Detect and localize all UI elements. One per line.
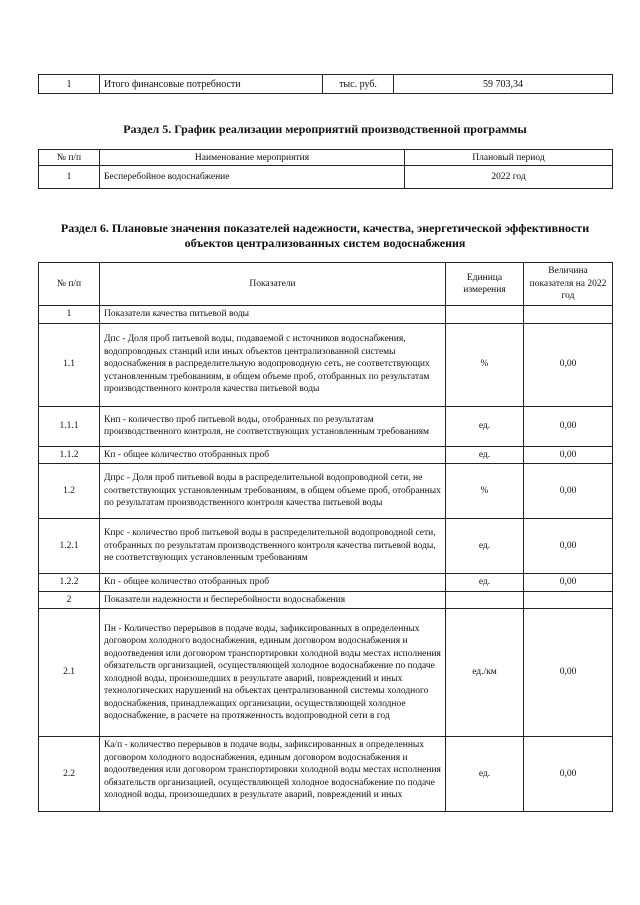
row-unit: ед. (446, 574, 524, 592)
row-text: Кп - общее количество отобранных проб (100, 446, 446, 464)
row-number: 1 (39, 166, 100, 189)
row-unit: ед./км (446, 609, 524, 737)
table-row (39, 323, 613, 406)
row-value (524, 306, 613, 324)
row-unit: ед. (446, 737, 524, 812)
header-unit: Единица измерения (446, 263, 524, 306)
table-row (39, 446, 613, 464)
row-number: 1.1 (39, 323, 100, 406)
row-unit: % (446, 323, 524, 406)
header-name: Наименование мероприятия (100, 150, 405, 166)
row-text: Дпрс - Доля проб питьевой воды в распределительной водопроводной сети, не соответствующих установленным требованиям, в общем объеме проб, отобранных по результатам производственного контроля качества питьевой воды (100, 464, 446, 519)
table-row (39, 306, 613, 324)
financial-needs-table (38, 74, 613, 94)
table-row (39, 574, 613, 592)
header-period: Плановый период (405, 150, 613, 166)
row-number: 1.1.1 (39, 406, 100, 446)
table-row (39, 609, 613, 737)
row-period: 2022 год (405, 166, 613, 189)
row-number: 1.1.2 (39, 446, 100, 464)
table-header-row (39, 263, 613, 306)
table-row (39, 75, 613, 94)
row-value: 0,00 (524, 446, 613, 464)
header-num: № п/п (39, 263, 100, 306)
header-value: Величина показателя на 2022 год (524, 263, 613, 306)
table-row (39, 406, 613, 446)
row-value: 59 703,34 (394, 75, 613, 94)
row-text: Показатели качества питьевой воды (100, 306, 446, 324)
table-row (39, 166, 613, 189)
row-text: Показатели надежности и бесперебойности водоснабжения (100, 591, 446, 609)
table-row (39, 519, 613, 574)
row-unit (446, 306, 524, 324)
row-text: Дпс - Доля проб питьевой воды, подаваемой с источников водоснабжения, водопроводных станций или иных объектов централизованной системы водоснабжения в распределительную водопроводную сеть, не соответствующих установленным требованиям, в общем объеме проб, отобранных по результатам производственного контроля качества питьевой воды (100, 323, 446, 406)
row-text: Кпрс - количество проб питьевой воды в распределительной водопроводной сети, отобранных по результатам производственного контроля качества питьевой воды, не соответствующих установленным требованиям (100, 519, 446, 574)
indicators-table (38, 262, 613, 812)
row-text: Ка/п - количество перерывов в подаче воды, зафиксированных в определенных договором холодного водоснабжения, единым договором водоснабжения и водоотведения или договором транспортировки холодной воды местах исполнения обязательств организацией, осуществляющей холодное водоснабжение по подаче холодной воды, произошедших в результате аварий, повреждений и иных (100, 737, 446, 812)
row-name: Итого финансовые потребности (100, 75, 323, 94)
row-unit: % (446, 464, 524, 519)
row-number: 1.2.1 (39, 519, 100, 574)
row-number: 2 (39, 591, 100, 609)
row-unit (446, 591, 524, 609)
schedule-table (38, 149, 613, 189)
section6-title (30, 221, 620, 251)
row-number: 2.1 (39, 609, 100, 737)
table-row (39, 737, 613, 812)
section6-title-line2: объектов централизованных систем водоснабжения (184, 236, 466, 250)
table-row (39, 591, 613, 609)
table-row (39, 464, 613, 519)
section5-title: Раздел 5. График реализации мероприятий производственной программы (123, 122, 527, 136)
row-unit: ед. (446, 519, 524, 574)
row-text: Кнп - количество проб питьевой воды, отобранных по результатам производственного контроля, не соответствующих установленным требованиям (100, 406, 446, 446)
row-value: 0,00 (524, 519, 613, 574)
row-value: 0,00 (524, 609, 613, 737)
row-text: Кп - общее количество отобранных проб (100, 574, 446, 592)
row-unit: ед. (446, 406, 524, 446)
row-value: 0,00 (524, 323, 613, 406)
row-value (524, 591, 613, 609)
header-num: № п/п (39, 150, 100, 166)
section6-title-line1: Раздел 6. Плановые значения показателей надежности, качества, энергетической эффективности (60, 221, 590, 235)
row-value: 0,00 (524, 574, 613, 592)
row-number: 2.2 (39, 737, 100, 812)
row-value: 0,00 (524, 464, 613, 519)
row-unit: ед. (446, 446, 524, 464)
row-text: Пн - Количество перерывов в подаче воды, зафиксированных в определенных договором холодного водоснабжения, единым договором водоснабжения и водоотведения или договором транспортировки холодной воды местах исполнения обязательств организацией, осуществляющей холодное водоснабжение по подаче холодной воды, произошедших в результате аварий, повреждений и иных технологических нарушений на объектах централизованной системы холодного водоснабжения, принадлежащих организации, осуществляющей холодное водоснабжение, в расчете на протяженность водопроводной сети в год (100, 609, 446, 737)
row-value: 0,00 (524, 737, 613, 812)
header-indicator: Показатели (100, 263, 446, 306)
row-number: 1 (39, 306, 100, 324)
row-unit: тыс. руб. (323, 75, 394, 94)
row-value: 0,00 (524, 406, 613, 446)
row-name: Бесперебойное водоснабжение (100, 166, 405, 189)
row-number: 1.2 (39, 464, 100, 519)
row-number: 1.2.2 (39, 574, 100, 592)
row-number: 1 (39, 75, 100, 94)
table-header-row (39, 150, 613, 166)
